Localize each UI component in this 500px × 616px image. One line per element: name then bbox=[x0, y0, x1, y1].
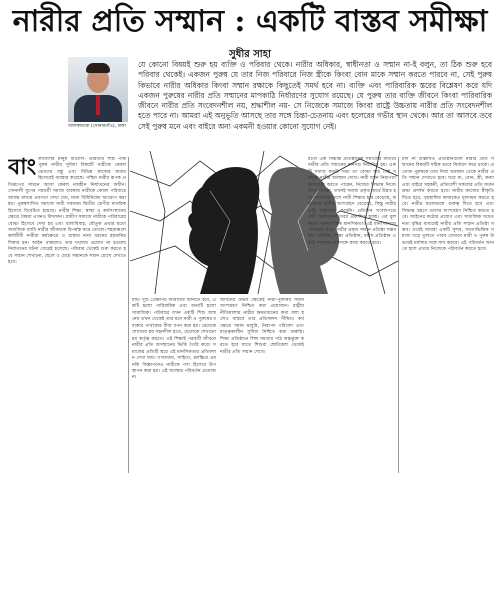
column-5-text: যদি না উল্লিখিত প্রতিষ্ঠানগুলি নারীর প্রতি সম্মানের বিষয়টি সঠিক ভাবে নির্ধারণ করে থাকে। প্রত্যেক পুরুষকে তার নিজ অবস্থান থেকে নারীর প্রতি সম্মান দেখাতে হবে। ঘরে মা, বোন, স্ত্রী, কন্যা এবং বাইরে সহকর্মী, প্রতিবেশী সকলের প্রতি সমান শ্রদ্ধা প্রদর্শন করতে হবে। নারীর কাজের স্বীকৃতি দিতে হবে, গৃহস্থালির কাজকেও মূল্যায়ন করতে হবে। নারীর মতামতকে গুরুত্ব দিতে হবে এবং সিদ্ধান্ত গ্রহণে তাদের অংশগ্রহণ নিশ্চিত করতে হবে। আইনের কঠোর প্রয়োগ এবং সামাজিক সচেতনতা বৃদ্ধির মাধ্যমেই নারীর প্রতি সম্মান প্রতিষ্ঠা সম্ভব। তবেই আমরা একটি সুন্দর, সমতাভিত্তিক সমাজ গড়ে তুলতে পারব যেখানে নারী ও পুরুষ উভয়েই মর্যাদার সঙ্গে বাস করবে। এই পরিবর্তন আনতে হলে প্রথমে নিজেকে পরিবর্তন করতে হবে। bbox=[402, 157, 494, 253]
body-column-2 bbox=[132, 298, 216, 616]
column-3-text: জীবনের উভয় ক্ষেত্রেই নারী-পুরুষের সমান অংশগ্রহণ নিশ্চিত করা প্রয়োজন। রাষ্ট্রীয় নীতিমালায় নারীর ক্ষমতায়নের কথা বলা হলেও বাস্তবে তার প্রতিফলন সীমিত। কর্মক্ষেত্রে সমান মজুরি, নিরাপদ পরিবেশ এবং মাতৃত্বকালীন সুবিধা নিশ্চিত করা জরুরি। শিক্ষা প্রতিষ্ঠানে লিঙ্গ সমতার পাঠ অন্তর্ভুক্ত করতে হবে যাতে শিশুরা ছোটবেলা থেকেই নারীর প্রতি সম্মান শেখে। bbox=[220, 298, 304, 355]
column-1-text: লাদেশের মানুষ বাঙালি- ভারতীয় শাস্ত্র পাক পুরুষ নারীর সুবিধা বিষয়টি নারীকে কেবল ভোগের বস্তু এবং বিভিন্ন কাজের মাধ্যম হিসেবেই ব্যবহার করেছে। পশ্চিম নারীর রূপক প্রতিরূপের সামনে আসা কেবল নামহীন নির্যাতনের অধীন। সোনালী যুগের পরবর্তী সমাজ ব্যবস্থায় নারীকে কেবল পরিবারে আবদ্ধ রাখার প্রবণতা দেখা দেয়, নানা বিধিনিষেধ আরোপ করা হয়। পুরুষশাসিত সমাজে নারী সবসময় দ্বিতীয় শ্রেণীর নাগরিক হিসেবে বিবেচিত হয়েছে। নারীর শিক্ষা, স্বাস্থ্য ও কর্মসংস্থানের ক্ষেত্রে বৈষম্য এখনও বিদ্যমান। গ্রামীণ সমাজে নারীকে পরিবারের বোঝা হিসেবে দেখা হয় এবং বাল্যবিবাহ, যৌতুক প্রথার মতো সামাজিক ব্যাধি নারীর জীবনকে বিপর্যস্ত করে তোলে। শহরাঞ্চলে কর্মজীবী নারীরা কর্মক্ষেত্রে ও রাস্তায় নানা ধরনের হয়রানির শিকার হন। আইন থাকলেও তার যথাযথ প্রয়োগ না হওয়ায় নির্যাতনের ঘটনা বেড়েই চলেছে। পরিবার থেকেই শুরু করতে হবে সম্মান শেখানো, ছেলে ও মেয়ে সন্তানকে সমান চোখে দেখতে হবে। bbox=[8, 157, 126, 266]
column-4-text: মতো এক সিদ্ধান্ত প্রতিষ্ঠানিক সমাজের মাধ্যমে নারীর প্রতি সম্মানের মানদণ্ড নির্ধারিত হয়। একটি সমাজ কতটা সভ্য তা বোঝা যায় সেই সমাজে নারীর অবস্থান দেখে। নারী যখন নিরাপদে চলাফেরা করতে পারেন, নিজের সিদ্ধান্ত নিজে নিতে পারেন, তখনই সমাজ প্রকৃত অর্থে উন্নত হয়। আমাদের দেশে নারী শিক্ষার হার বেড়েছে, কর্মক্ষেত্রে নারীর অংশগ্রহণ বেড়েছে, কিন্তু নারীর প্রতি সহিংসতা কমেনি। প্রতিদিন সংবাদপত্রে নারী নির্যাতনের খবর প্রকাশিত হচ্ছে। এর মূল কারণ পুরুষতান্ত্রিক মানসিকতা। এই মানসিকতার পরিবর্তন ছাড়া নারীর প্রকৃত সম্মান প্রতিষ্ঠা সম্ভব নয়। পরিবার, শিক্ষা প্রতিষ্ঠান, ধর্মীয় প্রতিষ্ঠান ও রাষ্ট্র সকলকে একসঙ্গে কাজ করতে হবে। bbox=[308, 157, 396, 246]
column-divider bbox=[128, 157, 129, 473]
body-column-3 bbox=[220, 298, 304, 616]
column-divider bbox=[398, 157, 399, 473]
column-2-text: যায়। দুটি প্রেক্ষাপট আমাদের জানতে হবে, একটি হলো পারিবারিক এবং অন্যটি হলো সামাজিক। পরিবারে যখন একটি শিশু জন্ম নেয় তখন থেকেই তার মনে নারী ও পুরুষের মধ্যকার পার্থক্যের বীজ বপন করা হয়। মেয়েকে শেখানো হয় সহনশীল হতে, ছেলেকে শেখানো হয় কর্তৃত্ব করতে। এই শিক্ষাই পরবর্তী জীবনে নারীর প্রতি অসম্মানের ভিত্তি তৈরি করে। সমাজের প্রতিটি স্তরে এই মানসিকতার প্রতিফলন দেখা যায়। গণমাধ্যম, সাহিত্য, চলচ্চিত্র এমনকি বিজ্ঞাপনেও নারীকে পণ্য হিসেবে উপস্থাপন করা হয়। এই অবস্থার পরিবর্তন প্রয়োজন। bbox=[132, 298, 216, 381]
article-intro: যে কোনো বিষয়ই শুরু হয় ব্যক্তি ও পরিবার থেকে। নারীর অধিকার, স্বাধীনতা ও সম্মান না-ই বলুন, তা ঠিক শুরু হবে পরিবার থেকেই। একজন পুরুষ যে তার নিজ পরিবারে নিজ স্ত্রীকে কিংবা বোন মাকে সম্মান করতে পারবে না, সেই পুরুষ কিভাবে নারীর অধিকার কিংবা সম্মান রক্ষাকে কিছুতেই সমর্থ হবে না। ব্যক্তি এবং পারিবারিক স্তরের বিশ্লেষণ করে যদি একজন পুরুষের নারীর প্রতি সম্মানের মাপকাঠি নির্ধারণের সুযোগ রয়েছে। যে পুরুষ তার ব্যক্তি জীবনে কিংবা পারিবারিক জীবনে নারীর প্রতি সংবেদনশীল নয়, শ্রদ্ধাশীল নয়- সে নিজেকে সমাজে কিংবা রাষ্ট্রে উচ্চতায় নারীর প্রতি সংবেদনশীল হতে পারে না। আমরা এই অনুভূতি আসছে তার সঙ্গে চিন্তা-চেতনায় এবং হলেরের গভীর স্থান থেকে। আর তা আসবে তবে সেই পুরুষ মনে এবং বাইরে অন্য একমনী হওয়ার কোনো সুযোগ নেই। bbox=[138, 60, 492, 131]
author-name: সুধীর সাহা bbox=[229, 49, 271, 60]
body-column-4 bbox=[308, 157, 396, 475]
article-headline: নারীর প্রতি সম্মান : একটি বাস্তব সমীক্ষা bbox=[12, 4, 488, 39]
drop-cap: বাং bbox=[8, 157, 37, 180]
author-photo bbox=[68, 57, 128, 122]
photo-caption: আলকাতারা (সোনারগাঁও), ঢাকা bbox=[68, 124, 126, 129]
body-column-5 bbox=[402, 157, 494, 475]
body-column-1 bbox=[8, 157, 126, 475]
